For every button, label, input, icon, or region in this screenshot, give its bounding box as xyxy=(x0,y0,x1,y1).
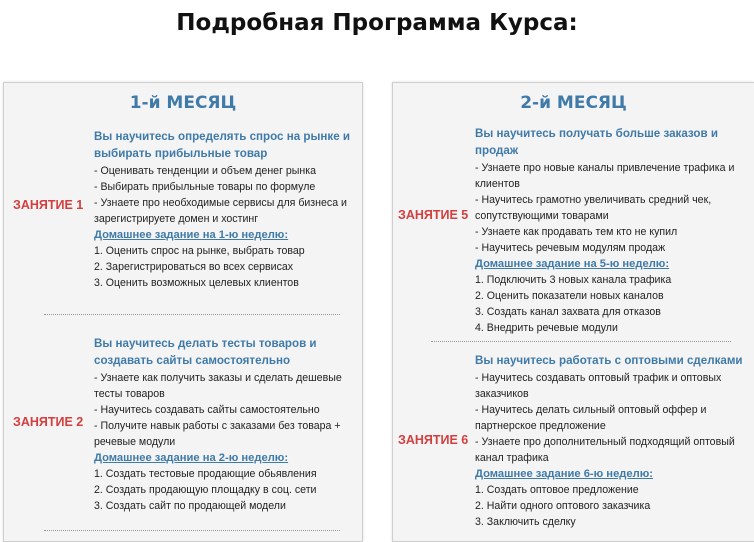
lesson-headline: Вы научитесь определять спрос на рынке и выбирать прибыльные товар xyxy=(94,130,350,160)
lesson-content xyxy=(475,352,750,530)
homework-task: 3. Создать канал захвата для отказов xyxy=(475,306,661,318)
homework-task: 2. Оценить показатели новых каналов xyxy=(475,290,664,302)
lesson-bullet: - Узнаете как получить заказы и сделать дешевые тесты товаров xyxy=(94,372,342,400)
homework-title: Домашнее задание на 1-ю неделю: xyxy=(94,229,289,241)
lesson-bullet: - Узнаете про новые каналы привлечение трафика и клиентов xyxy=(475,162,735,190)
lesson-headline: Вы научитесь получать больше заказов и продаж xyxy=(475,127,718,157)
lesson-content xyxy=(94,128,354,291)
lesson-bullet: - Оценивать тенденции и объем денег рынка xyxy=(94,165,316,177)
lesson-content xyxy=(94,335,356,514)
lesson-headline: Вы научитесь делать тесты товаров и создавать сайты самостоятельно xyxy=(94,337,317,367)
lesson-bullet: - Научитесь грамотно увеличивать средний чек, сопутствующими товарами xyxy=(475,194,712,222)
lesson-bullet: - Узнаете про дополнительный подходящий оптовый канал трафика xyxy=(475,436,735,464)
lesson-bullet: - Научитесь создавать сайты самостоятельно xyxy=(94,404,320,416)
lesson-bullet: - Научитесь создавать оптовый трафик и оптовых заказчиков xyxy=(475,372,722,400)
homework-task: 1. Создать оптовое предложение xyxy=(475,484,639,496)
month-card-2 xyxy=(392,82,754,542)
lesson-headline: Вы научитесь работать с оптовыми сделками xyxy=(475,354,743,367)
lesson-bullet: - Узнаете про необходимые сервисы для бизнеса и зарегистрируете домен и хостинг xyxy=(94,197,347,225)
lesson-label: ЗАНЯТИЕ 2 xyxy=(13,415,84,429)
month-title: 1-й МЕСЯЦ xyxy=(129,93,237,113)
lesson-label: ЗАНЯТИЕ 5 xyxy=(398,208,469,222)
lesson-divider xyxy=(431,341,731,342)
lesson-bullet: - Получите навык работы с заказами без товара + речевые модули xyxy=(94,420,341,448)
lesson-bullet: - Узнаете как продавать тем кто не купил xyxy=(475,226,678,238)
homework-task: 2. Создать продающую площадку в соц. сети xyxy=(94,484,317,496)
homework-task: 1. Подключить 3 новых канала трафика xyxy=(475,274,672,286)
page-title: Подробная Программа Курса: xyxy=(176,10,578,36)
lesson-content xyxy=(475,125,750,336)
lesson-label: ЗАНЯТИЕ 1 xyxy=(13,198,84,212)
lesson-divider xyxy=(44,314,340,315)
month-card-1 xyxy=(3,82,363,542)
homework-title: Домашнее задание 6-ю неделю: xyxy=(475,468,653,480)
homework-task: 2. Зарегистрироваться во всех сервисах xyxy=(94,261,294,273)
homework-task: 2. Найти одного оптового заказчика xyxy=(475,500,651,512)
homework-task: 3. Оценить возможных целевых клиентов xyxy=(94,277,299,289)
month-title: 2-й МЕСЯЦ xyxy=(520,93,627,113)
lesson-bullet: - Научитесь делать сильный оптовый оффер и партнерское предложение xyxy=(475,404,707,432)
homework-task: 3. Заключить сделку xyxy=(475,516,576,528)
lesson-bullet: - Выбирать прибыльные товары по формуле xyxy=(94,181,316,193)
homework-task: 1. Оценить спрос на рынке, выбрать товар xyxy=(94,245,305,257)
lesson-divider xyxy=(44,530,340,531)
homework-task: 3. Создать сайт по продающей модели xyxy=(94,500,286,512)
lesson-bullet: - Научитесь речевым модулям продаж xyxy=(475,242,666,254)
lesson-label: ЗАНЯТИЕ 6 xyxy=(398,433,469,447)
homework-task: 1. Создать тестовые продающие обьявления xyxy=(94,468,317,480)
homework-title: Домашнее задание на 5-ю неделю: xyxy=(475,258,670,270)
homework-task: 4. Внедрить речевые модули xyxy=(475,322,618,334)
homework-title: Домашнее задание на 2-ю неделю: xyxy=(94,452,289,464)
